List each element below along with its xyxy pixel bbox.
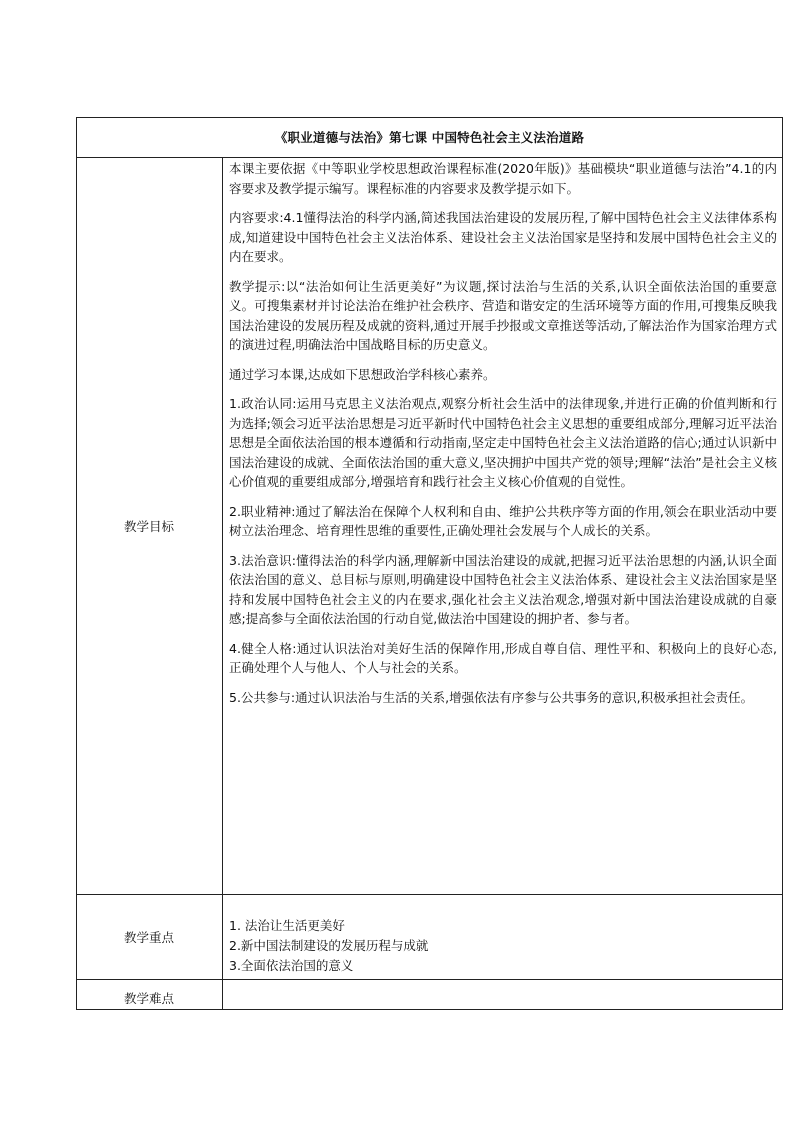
difficulty-label: 教学难点 bbox=[123, 990, 174, 1006]
focus-list bbox=[229, 916, 777, 976]
goals-paragraph: 5.公共参与:通过认识法治与生活的关系,增强依法有序参与公共事务的意识,积极承担社会责任。 bbox=[229, 689, 754, 705]
goals-paragraph: 3.法治意识:懂得法治的科学内涵,理解新中国法治建设的成就,把握习近平法治思想的内涵,认识全面依法治国的意义、总目标与原则,明确建设中国特色社会主义法治体系、建设社会主义法治国家是坚持和发展中国特色社会主义的内在要求,强化社会主义法治观念,增强对新中国法治建设成就的自豪感;提高参与全面依法治国的行动自觉,做法治中国建设的拥护者、参与者。 bbox=[229, 552, 777, 626]
goals-paragraph: 1.政治认同:运用马克思主义法治观点,观察分析社会生活中的法律现象,并进行正确的价值判断和行为选择;领会习近平法治思想是习近平新时代中国特色社会主义思想的重要组成部分,理解习近平法治思想是全面依法治国的根本遵循和行动指南,坚定走中国特色社会主义法治道路的信心;通过认识新中国法治建设的成就、全面依法治国的重大意义,坚决拥护中国共产党的领导;理解“法治”是社会主义核心价值观的重要组成部分,增强培育和践行社会主义核心价值观的自觉性。 bbox=[229, 396, 777, 489]
lesson-title: 《职业道德与法治》第七课 中国特色社会主义法治道路 bbox=[274, 130, 585, 145]
focus-item: 1. 法治让生活更美好 bbox=[229, 918, 345, 933]
focus-label: 教学重点 bbox=[123, 929, 174, 945]
goals-paragraph: 内容要求:4.1懂得法治的科学内涵,简述我国法治建设的发展历程,了解中国特色社会主义法律体系构成,知道建设中国特色社会主义法治体系、建设社会主义法治国家是坚持和发展中国特色社会主义的内在要求。 bbox=[229, 210, 777, 264]
goals-content bbox=[229, 159, 777, 717]
column-divider bbox=[222, 157, 223, 1010]
focus-item: 3.全面依法治国的意义 bbox=[229, 958, 354, 973]
goals-label: 教学目标 bbox=[123, 518, 174, 534]
goals-paragraph: 教学提示:以“法治如何让生活更美好”为议题,探讨法治与生活的关系,认识全面依法治国的重要意义。可搜集素材并讨论法治在维护社会秩序、营造和谐安定的生活环境等方面的作用,可搜集反映我国法治建设的发展历程及成就的资料,通过开展手抄报或文章推送等活动,了解法治作为国家治理方式的演进过程,明确法治中国战略目标的历史意义。 bbox=[229, 278, 777, 352]
goals-paragraph: 本课主要依据《中等职业学校思想政治课程标准(2020年版)》基础模块“职业道德与法治”4.1的内容要求及教学提示编写。课程标准的内容要求及教学提示如下。 bbox=[229, 161, 777, 196]
goals-paragraph: 2.职业精神:通过了解法治在保障个人权利和自由、维护公共秩序等方面的作用,领会在职业活动中要树立法治理念、培育理性思维的重要性,正确处理社会发展与个人成长的关系。 bbox=[229, 503, 777, 538]
goals-paragraph: 通过学习本课,达成如下思想政治学科核心素养。 bbox=[229, 366, 496, 382]
goals-paragraph: 4.健全人格:通过认识法治对美好生活的保障作用,形成自尊自信、理性平和、积极向上的良好心态,正确处理个人与他人、个人与社会的关系。 bbox=[229, 640, 777, 675]
focus-item: 2.新中国法制建设的发展历程与成就 bbox=[229, 938, 429, 953]
